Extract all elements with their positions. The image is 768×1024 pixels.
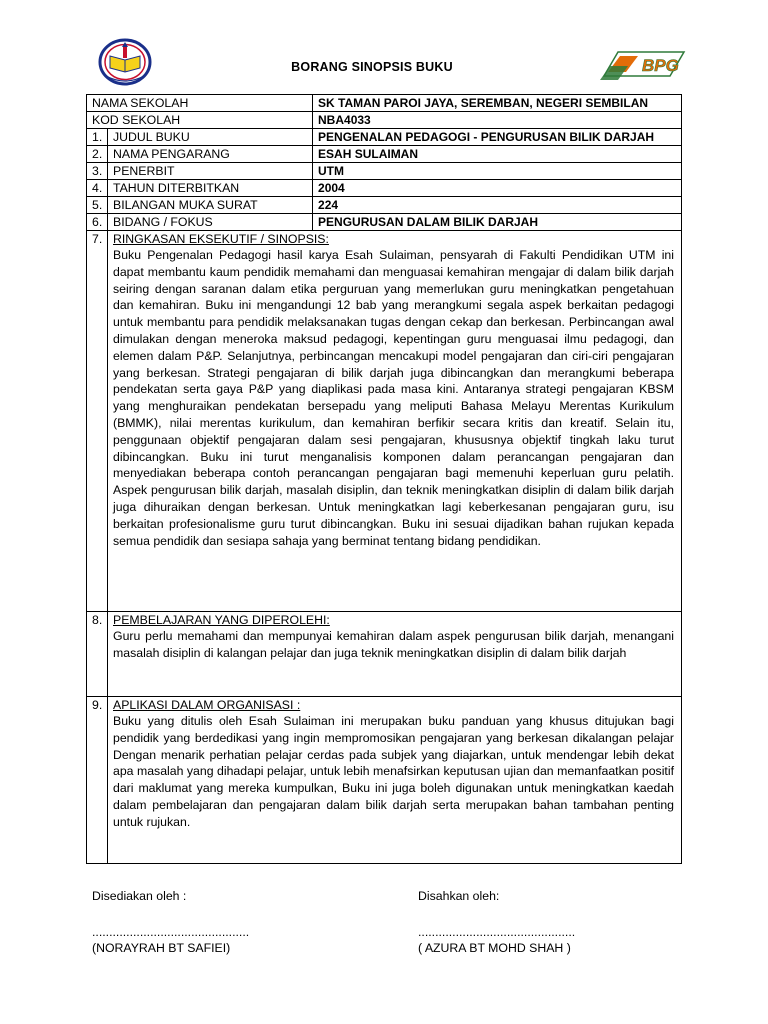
label-book-title: JUDUL BUKU (108, 129, 313, 146)
label-field-focus: BIDANG / FOKUS (108, 214, 313, 231)
row-year (87, 180, 682, 197)
section-number: 7. (87, 231, 108, 612)
label-publisher: PENERBIT (108, 163, 313, 180)
section-synopsis (87, 231, 682, 612)
value-book-title: PENGENALAN PEDAGOGI - PENGURUSAN BILIK DARJAH (313, 129, 682, 146)
prepared-by-label: Disediakan oleh : (92, 889, 187, 903)
value-school-code: NBA4033 (313, 112, 682, 129)
row-number: 6. (87, 214, 108, 231)
row-page-count (87, 197, 682, 214)
row-school-name (87, 95, 682, 112)
bpg-logo (598, 46, 686, 82)
label-author: NAMA PENGARANG (108, 146, 313, 163)
value-author: ESAH SULAIMAN (313, 146, 682, 163)
value-school-name: SK TAMAN PAROI JAYA, SEREMBAN, NEGERI SEMBILAN (313, 95, 682, 112)
row-number: 3. (87, 163, 108, 180)
row-number: 5. (87, 197, 108, 214)
section-body-application: Buku yang ditulis oleh Esah Sulaiman ini merupakan buku panduan yang khusus ditujukan bagi pendidik yang berdedikasi yang ingin mempromosikan pengajaran yang berkesan dikalangan pelajar Dengan menarik perhatian pelajar cerdas pada subjek yang diajarkan, untuk mendengar lebih dekat apa masalah yang dihadapi pelajar, untuk lebih menafsirkan keputusan ujian dan memanfaatkan positif dari maklumat yang mereka kumpulkan, Buku ini juga boleh digunakan untuk meningkatkan kaedah dalam pembelajaran dan pengajaran dalam bilik darjah serta merupakan bahan tambahan penting untuk rujukan. (113, 714, 674, 829)
section-body-synopsis: Buku Pengenalan Pedagogi hasil karya Esah Sulaiman, pensyarah di Fakulti Pendidikan UTM ini dapat membantu kaum pendidik memahami dan menguasai kemahiran mengajar di dalam bilik darjah seiring dengan saranan dalam etika perguruan yang memerlukan guru meningkatkan pengetahuan dan kemahiran. Buku ini mengandungi 12 bab yang merangkumi segala aspek berkaitan pedagogi untuk membantu para pendidik melaksanakan tugas dengan cekap dan berkesan. Perbincangan awal dimulakan dengan meneroka maksud pedagogi, kepentingan guru menguasai ilmu pedagogi, dan elemen dalam P&P. Selanjutnya, perbincangan mencakupi model pengajaran dan ciri-ciri pengajaran yang berkesan. Strategi pengajaran di bilik darjah juga dibincangkan dan merangkumi beberapa pendekatan serta gaya P&P yang diaplikasi pada masa kini. Antaranya strategi pengajaran KBSM yang menghuraikan pendekatan bersepadu yang meliputi Bahasa Melayu Merentas Kurikulum (BMMK), nilai merentas kurikulum, dan kemahiran berfikir secara kritis dan kreatif. Selain itu, penggunaan objektif pengajaran dalam sesi pengajaran, khususnya objektif tingkah laku turut dibincangkan. Buku ini turut menganalisis komponen dalam perancangan pengajaran dan menyediakan beberapa contoh perancangan pengajaran bagi memenuhi keperluan guru pelatih. Aspek pengurusan bilik darjah, masalah disiplin, dan teknik meningkatkan disiplin di dalam bilik darjah juga dihuraikan dengan berkesan. Untuk meningkatkan lagi keberkesanan pengajaran guru, isu berkaitan profesionalisme guru turut dibincangkan. Buku ini sesuai dijadikan bahan rujukan kepada semua pendidik dan sesiapa sahaja yang berminat tentang bidang pendidikan. (113, 248, 674, 548)
bpg-logo-text: BPG (642, 56, 679, 75)
row-number: 1. (87, 129, 108, 146)
section-application (87, 697, 682, 864)
form-title: BORANG SINOPSIS BUKU (291, 60, 453, 74)
row-field-focus (87, 214, 682, 231)
section-number: 8. (87, 612, 108, 697)
approved-by-signature-line: .............................................. (418, 925, 576, 939)
row-school-code (87, 112, 682, 129)
row-number: 4. (87, 180, 108, 197)
value-page-count: 224 (313, 197, 682, 214)
section-learning (87, 612, 682, 697)
prepared-by-name: (NORAYRAH BT SAFIEI) (92, 941, 231, 955)
row-book-title (87, 129, 682, 146)
row-publisher (87, 163, 682, 180)
value-publisher: UTM (313, 163, 682, 180)
label-school-code: KOD SEKOLAH (87, 112, 313, 129)
label-page-count: BILANGAN MUKA SURAT (108, 197, 313, 214)
section-number: 9. (87, 697, 108, 864)
row-number: 2. (87, 146, 108, 163)
synopsis-form-table (86, 94, 682, 864)
approved-by-name: ( AZURA BT MOHD SHAH ) (418, 941, 571, 955)
section-title-application: APLIKASI DALAM ORGANISASI : (113, 698, 301, 712)
row-author (87, 146, 682, 163)
label-year: TAHUN DITERBITKAN (108, 180, 313, 197)
value-field-focus: PENGURUSAN DALAM BILIK DARJAH (313, 214, 682, 231)
prepared-by-signature-line: .............................................. (92, 925, 250, 939)
approved-by-label: Disahkan oleh: (418, 889, 500, 903)
section-body-learning: Guru perlu memahami dan mempunyai kemahiran dalam aspek pengurusan bilik darjah, menangani masalah disiplin di kalangan pelajar dan juga teknik meningkatkan disiplin di dalam bilik darjah (113, 629, 674, 660)
label-school-name: NAMA SEKOLAH (87, 95, 313, 112)
section-title-synopsis: RINGKASAN EKSEKUTIF / SINOPSIS: (113, 232, 329, 246)
value-year: 2004 (313, 180, 682, 197)
section-title-learning: PEMBELAJARAN YANG DIPEROLEHI: (113, 613, 330, 627)
